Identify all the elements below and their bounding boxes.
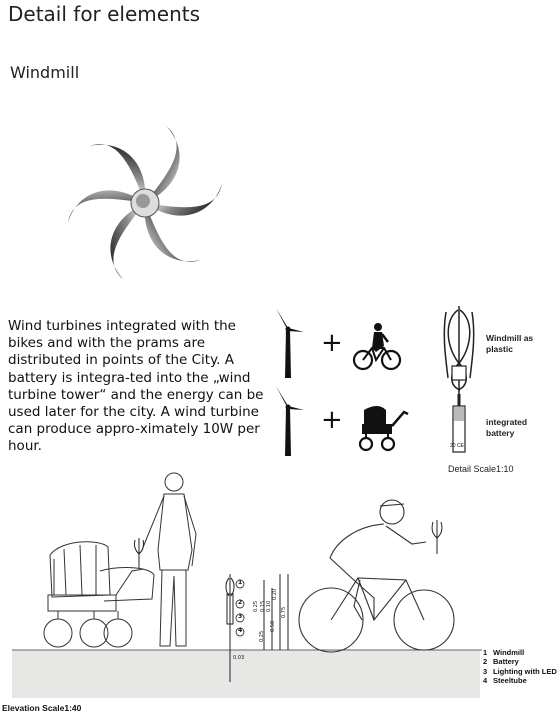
legend (483, 648, 557, 685)
dimension-label: 0.25 (253, 600, 259, 612)
legend-item: 3 Lighting with LED (483, 666, 557, 676)
marker-1: 1 (238, 579, 243, 586)
integrated-battery-label: integrated battery (486, 417, 528, 438)
turbine-elevation-drawing (222, 574, 292, 684)
bike-turbine-icon (430, 520, 444, 554)
page-title: Detail for elements (8, 2, 201, 26)
wind-turbine-icon (272, 308, 304, 380)
pram-icon (358, 402, 410, 452)
legend-item: 2 Battery (483, 657, 519, 667)
dimension-label: 0.10 (266, 600, 272, 612)
dimension-label: 0.15 (260, 600, 266, 612)
dimension-label: 0.03 (233, 655, 245, 661)
dimension-label: 0.20 (272, 588, 278, 600)
section-title: Windmill (10, 63, 80, 82)
legend-item: 4 Steeltube (483, 675, 527, 685)
legend-item: 1 Windmill (483, 648, 525, 657)
detail-scale-label: Detail Scale1:10 (448, 464, 514, 474)
description-text: Wind turbines integrated with the bikes and with the prams are distributed in points of the City. A battery is integra-ted into the „wind turbine tower“ and the energy can be used later for the city. A wind turbine can produce appro-ximately 10W per hour. (8, 318, 264, 455)
dimension-label: 0.75 (281, 606, 287, 618)
marker-4: 4 (238, 627, 243, 634)
windmill-rotor-image (60, 118, 230, 288)
elevation-scale-label: Elevation Scale1:40 (2, 703, 82, 713)
cyclist-icon (354, 320, 400, 372)
marker-2: 2 (238, 599, 243, 606)
man-standing-drawing (140, 470, 200, 652)
dimension-label: 0.25 (259, 630, 265, 642)
marker-3: 3 (238, 613, 243, 620)
dimension-label: 0.50 (270, 620, 276, 632)
plus-sign: + (321, 405, 343, 435)
battery-box-label: 20 CE (450, 443, 464, 449)
windmill-plastic-label: Windmill as plastic (486, 333, 534, 354)
turbine-detail-drawing (436, 306, 482, 458)
wind-turbine-icon (272, 386, 304, 458)
handheld-turbine-icon (133, 538, 145, 568)
plus-sign: + (321, 328, 343, 358)
